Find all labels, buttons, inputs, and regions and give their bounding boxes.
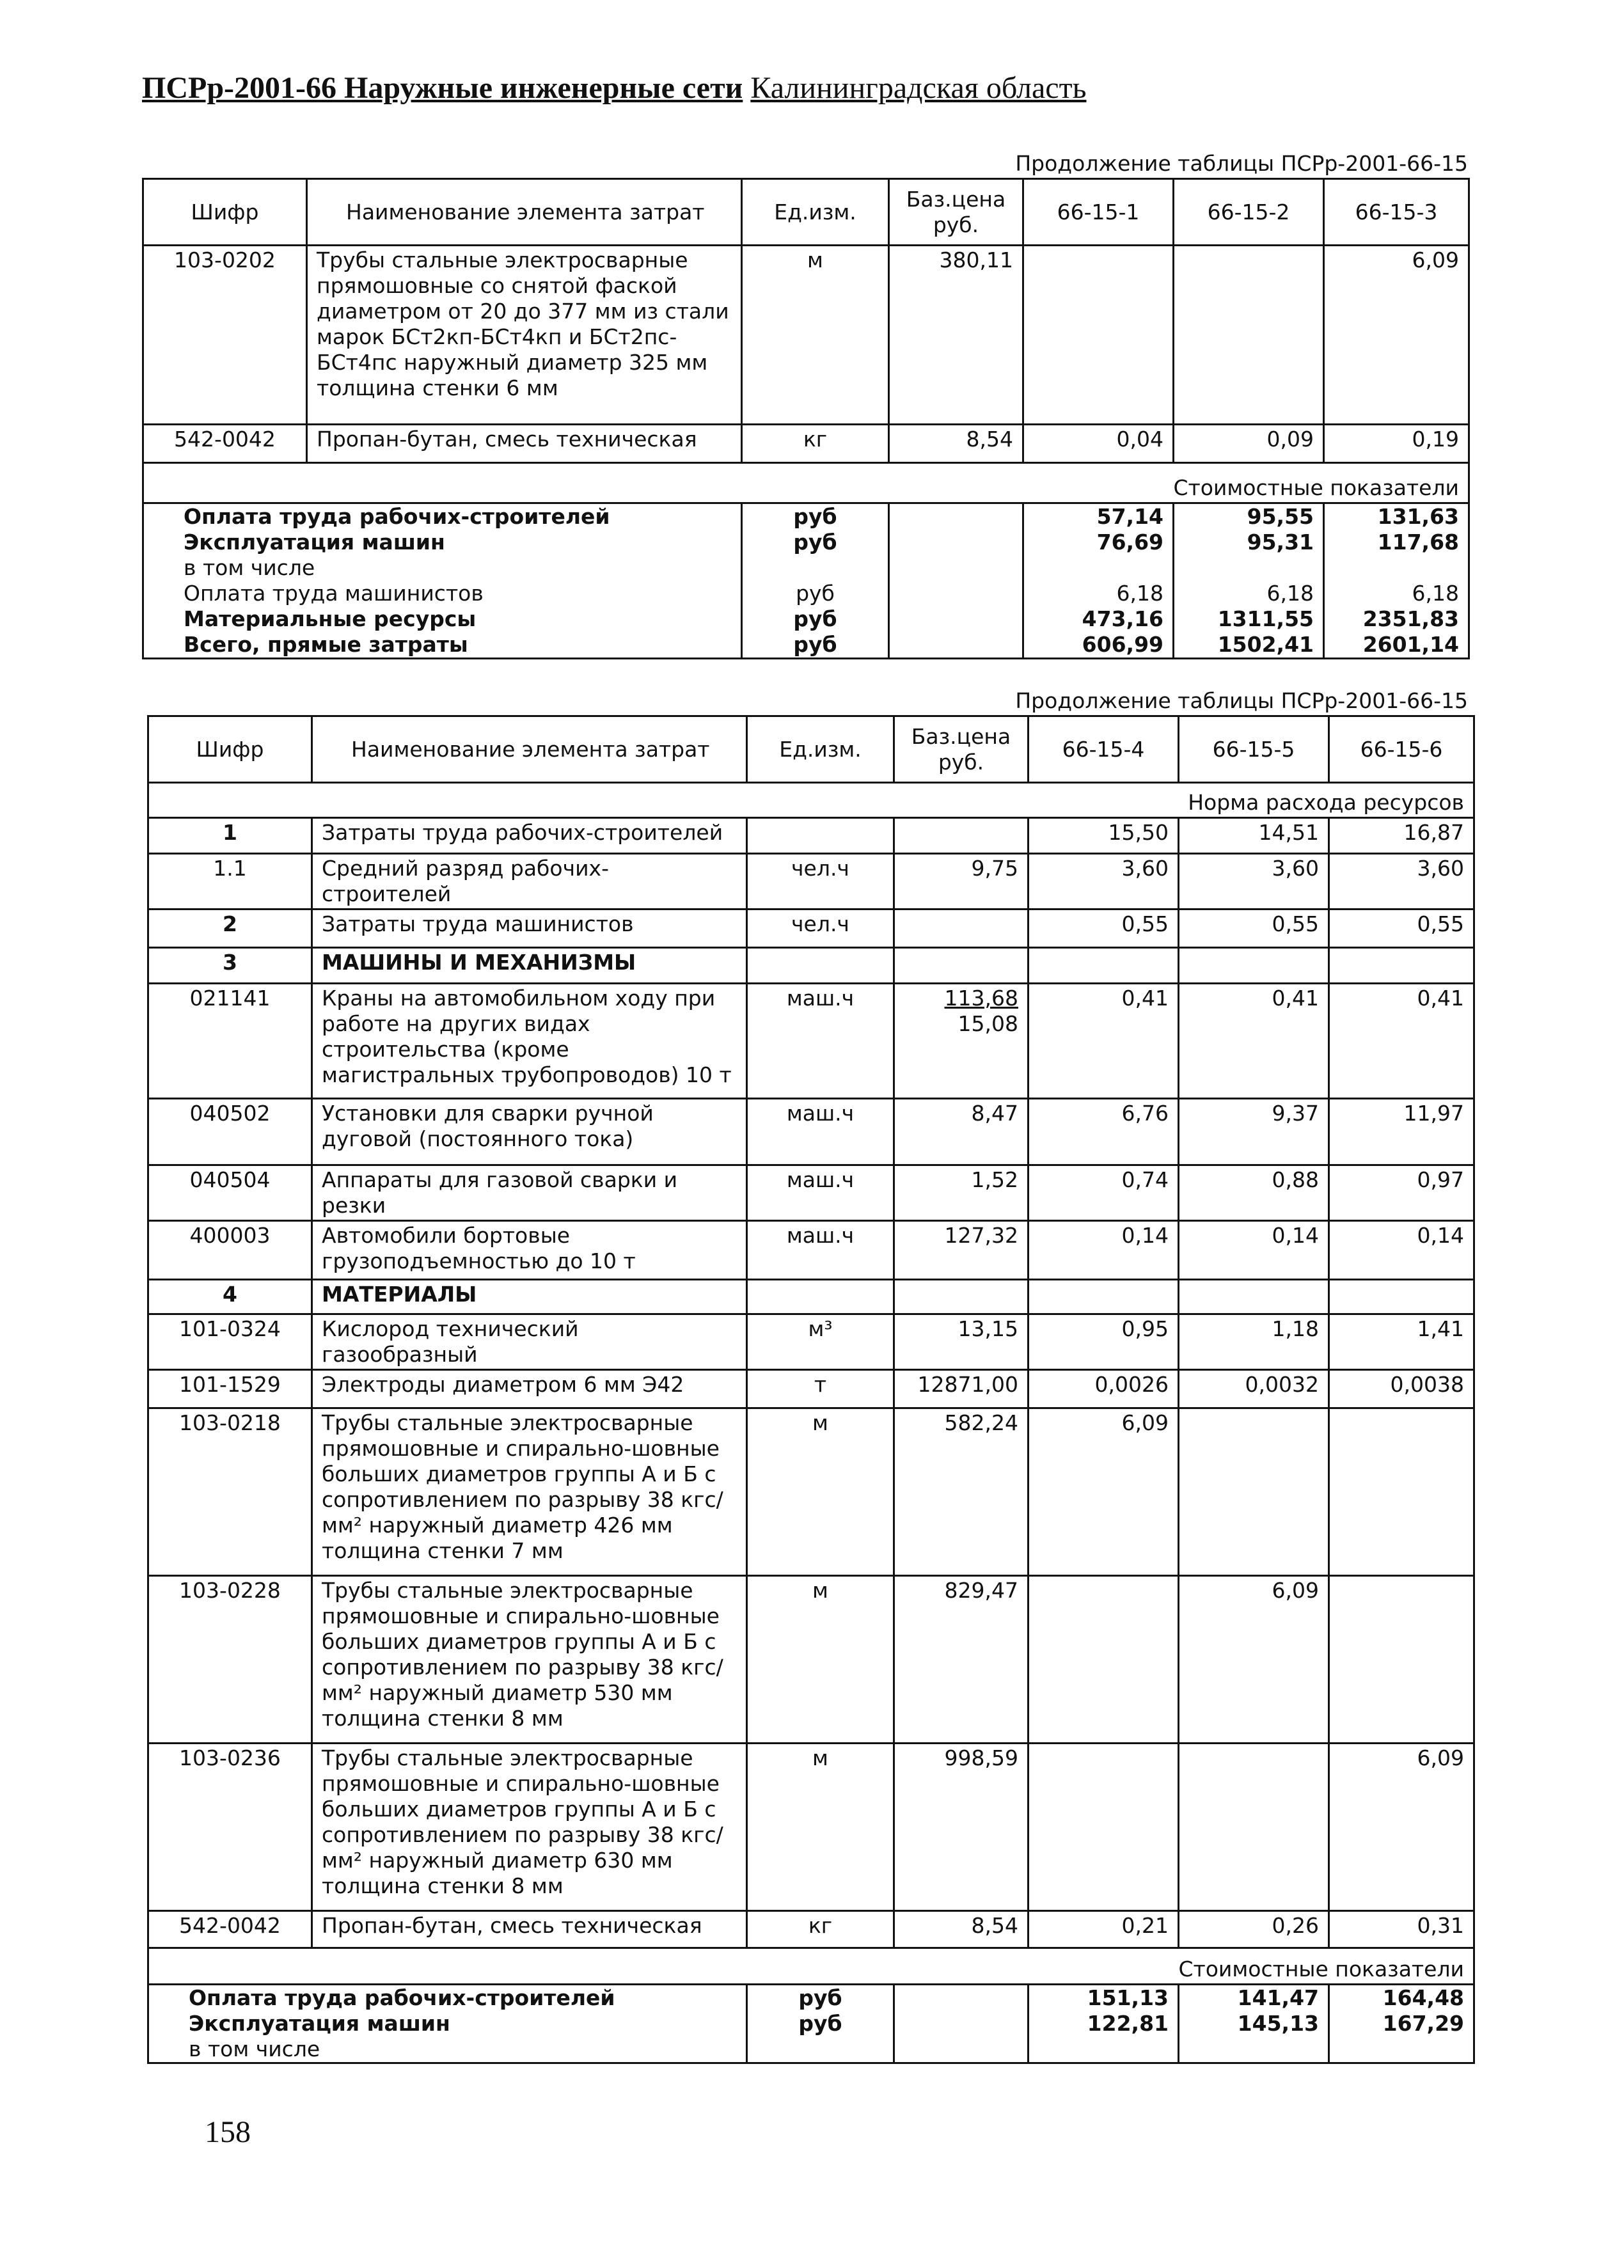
row-code: 021141 xyxy=(148,984,312,1099)
row-name: Трубы стальные электросварные прямошовные и спирально-шовные больших диаметров группы А и Б с сопротивлением по разрыву 38 кгс/мм² наружный диаметр 426 мм толщина стенки 7 мм xyxy=(312,1408,747,1576)
header-unit: Ед.изм. xyxy=(742,179,889,246)
row-value-a xyxy=(1029,1744,1179,1911)
table-row xyxy=(148,1911,1474,1948)
row-code: 1.1 xyxy=(148,854,312,910)
row-code: 400003 xyxy=(148,1221,312,1280)
row-price-value: 9,75 xyxy=(971,856,1018,881)
section-resource-norms-label: Норма расхода ресурсов xyxy=(148,783,1474,818)
row-value-c: 6,09 xyxy=(1324,246,1469,425)
cost-row xyxy=(143,503,1469,530)
table-row xyxy=(148,818,1474,854)
row-name: Аппараты для газовой сварки и резки xyxy=(312,1165,747,1221)
row-price xyxy=(894,854,1029,910)
cost-row xyxy=(148,2036,1474,2063)
row-unit: кг xyxy=(747,1911,894,1948)
row-price xyxy=(894,818,1029,854)
cost-price-empty xyxy=(889,555,1023,581)
table-row xyxy=(148,910,1474,948)
row-price-value: 998,59 xyxy=(944,1745,1018,1770)
row-value-c: 3,60 xyxy=(1329,854,1474,910)
row-name: Электроды диаметром 6 мм Э42 xyxy=(312,1370,747,1408)
row-price xyxy=(894,1099,1029,1165)
row-code: 103-0202 xyxy=(143,246,307,425)
row-price-value: 8,47 xyxy=(971,1101,1018,1126)
row-price xyxy=(889,246,1023,425)
row-name: МАТЕРИАЛЫ xyxy=(312,1280,747,1314)
section-cost-indicators-label: Стоимостные показатели xyxy=(148,1948,1474,1985)
cost-unit: руб xyxy=(742,503,889,530)
header-col-b: 66-15-2 xyxy=(1174,179,1324,246)
row-value-b: 6,09 xyxy=(1179,1576,1329,1744)
row-value-b: 0,26 xyxy=(1179,1911,1329,1948)
row-value-b xyxy=(1179,1744,1329,1911)
row-name: Трубы стальные электросварные прямошовные со снятой фаской диаметром от 20 до 377 мм из стали марок БСт2кп-БСт4кп и БСт2пс-БСт4пс наружный диаметр 325 мм толщина стенки 6 мм xyxy=(307,246,742,425)
row-value-b: 9,37 xyxy=(1179,1099,1329,1165)
row-value-c xyxy=(1329,1576,1474,1744)
header-unit: Ед.изм. xyxy=(747,716,894,783)
row-code: 101-1529 xyxy=(148,1370,312,1408)
row-unit: маш.ч xyxy=(747,1165,894,1221)
row-value-a: 0,21 xyxy=(1029,1911,1179,1948)
header-col-c: 66-15-6 xyxy=(1329,716,1474,783)
row-name: Установки для сварки ручной дуговой (постоянного тока) xyxy=(312,1099,747,1165)
row-price xyxy=(894,1408,1029,1576)
row-unit: маш.ч xyxy=(747,984,894,1099)
table-row xyxy=(148,984,1474,1099)
row-code: 040504 xyxy=(148,1165,312,1221)
table-row xyxy=(148,1099,1474,1165)
cost-unit: руб xyxy=(742,632,889,659)
section-cost-indicators-label: Стоимостные показатели xyxy=(143,463,1469,503)
cost-value-b: 1502,41 xyxy=(1174,632,1324,659)
cost-unit: руб xyxy=(747,1985,894,2012)
cost-value-a: 57,14 xyxy=(1023,503,1174,530)
row-value-b: 0,09 xyxy=(1174,425,1324,463)
cost-unit: руб xyxy=(742,530,889,555)
row-value-a: 0,14 xyxy=(1029,1221,1179,1280)
row-price xyxy=(894,1314,1029,1370)
row-value-c xyxy=(1329,1408,1474,1576)
row-unit: маш.ч xyxy=(747,1221,894,1280)
row-unit: маш.ч xyxy=(747,1099,894,1165)
cost-value-b xyxy=(1179,2036,1329,2063)
row-name: Средний разряд рабочих-строителей xyxy=(312,854,747,910)
cost-price-empty xyxy=(894,1985,1029,2012)
cost-name: в том числе xyxy=(148,2036,747,2063)
section-resource-norms xyxy=(148,783,1474,818)
row-value-c xyxy=(1329,948,1474,984)
cost-name: Эксплуатация машин xyxy=(148,2011,747,2036)
row-unit xyxy=(747,948,894,984)
table-row xyxy=(148,1408,1474,1576)
row-unit: м xyxy=(747,1576,894,1744)
row-code: 103-0218 xyxy=(148,1408,312,1576)
cost-value-a xyxy=(1023,555,1174,581)
cost-value-c xyxy=(1324,555,1469,581)
row-name: Пропан-бутан, смесь техническая xyxy=(312,1911,747,1948)
row-value-c: 16,87 xyxy=(1329,818,1474,854)
row-code: 101-0324 xyxy=(148,1314,312,1370)
row-value-b: 0,14 xyxy=(1179,1221,1329,1280)
table-row xyxy=(148,1280,1474,1314)
row-value-a xyxy=(1029,948,1179,984)
table-row xyxy=(148,854,1474,910)
table-row xyxy=(148,1221,1474,1280)
header-name: Наименование элемента затрат xyxy=(307,179,742,246)
row-price xyxy=(894,1221,1029,1280)
cost-value-c: 164,48 xyxy=(1329,1985,1474,2012)
cost-value-b: 95,55 xyxy=(1174,503,1324,530)
row-unit: м³ xyxy=(747,1314,894,1370)
section-cost-indicators xyxy=(148,1948,1474,1985)
row-value-a: 15,50 xyxy=(1029,818,1179,854)
row-code: 103-0228 xyxy=(148,1576,312,1744)
row-value-a xyxy=(1029,1280,1179,1314)
cost-unit xyxy=(742,555,889,581)
header-col-a: 66-15-1 xyxy=(1023,179,1174,246)
cost-unit xyxy=(747,2036,894,2063)
cost-value-b: 1311,55 xyxy=(1174,606,1324,632)
table-row xyxy=(143,425,1469,463)
row-price-value: 8,54 xyxy=(966,427,1013,452)
row-price-value: 829,47 xyxy=(944,1578,1018,1603)
row-code: 542-0042 xyxy=(148,1911,312,1948)
row-value-a: 6,76 xyxy=(1029,1099,1179,1165)
row-value-a: 0,55 xyxy=(1029,910,1179,948)
row-value-b: 14,51 xyxy=(1179,818,1329,854)
cost-unit: руб xyxy=(742,581,889,606)
row-value-b xyxy=(1179,1408,1329,1576)
row-value-b: 0,41 xyxy=(1179,984,1329,1099)
header-name: Наименование элемента затрат xyxy=(312,716,747,783)
row-value-b: 0,88 xyxy=(1179,1165,1329,1221)
row-price-value: 582,24 xyxy=(944,1410,1018,1435)
row-price xyxy=(894,910,1029,948)
row-price xyxy=(894,1280,1029,1314)
cost-price-empty xyxy=(889,530,1023,555)
header-price: Баз.цена руб. xyxy=(894,716,1029,783)
row-value-a: 0,04 xyxy=(1023,425,1174,463)
row-value-b: 0,55 xyxy=(1179,910,1329,948)
row-name: Пропан-бутан, смесь техническая xyxy=(307,425,742,463)
cost-price-empty xyxy=(894,2011,1029,2036)
row-value-a: 0,41 xyxy=(1029,984,1179,1099)
row-price xyxy=(894,984,1029,1099)
row-value-a: 3,60 xyxy=(1029,854,1179,910)
cost-value-a: 122,81 xyxy=(1029,2011,1179,2036)
cost-value-c: 167,29 xyxy=(1329,2011,1474,2036)
row-price xyxy=(894,1165,1029,1221)
row-name: Затраты труда машинистов xyxy=(312,910,747,948)
table2 xyxy=(147,715,1475,2064)
row-value-a xyxy=(1029,1576,1179,1744)
cost-value-c: 2601,14 xyxy=(1324,632,1469,659)
row-value-c xyxy=(1329,1280,1474,1314)
cost-value-b: 95,31 xyxy=(1174,530,1324,555)
table-row xyxy=(143,246,1469,425)
cost-value-b: 141,47 xyxy=(1179,1985,1329,2012)
row-value-b: 1,18 xyxy=(1179,1314,1329,1370)
row-unit: кг xyxy=(742,425,889,463)
header-price: Баз.цена руб. xyxy=(889,179,1023,246)
document-code: ПСРр-2001-66 Наружные инженерные сети xyxy=(142,71,743,105)
table-row xyxy=(148,1576,1474,1744)
table-row xyxy=(148,1370,1474,1408)
row-price-value: 380,11 xyxy=(939,248,1013,272)
row-price-value: 12871,00 xyxy=(917,1372,1018,1397)
cost-value-a: 606,99 xyxy=(1023,632,1174,659)
cost-value-a: 76,69 xyxy=(1023,530,1174,555)
header-code: Шифр xyxy=(148,716,312,783)
cost-value-b: 6,18 xyxy=(1174,581,1324,606)
row-unit: чел.ч xyxy=(747,854,894,910)
row-value-c: 0,31 xyxy=(1329,1911,1474,1948)
header-col-c: 66-15-3 xyxy=(1324,179,1469,246)
cost-value-b: 145,13 xyxy=(1179,2011,1329,2036)
row-price-value: 8,54 xyxy=(971,1913,1018,1938)
row-code: 103-0236 xyxy=(148,1744,312,1911)
page-header xyxy=(142,69,1086,107)
row-value-b: 3,60 xyxy=(1179,854,1329,910)
row-name: Автомобили бортовые грузоподъемностью до 10 т xyxy=(312,1221,747,1280)
row-value-c: 0,0038 xyxy=(1329,1370,1474,1408)
row-price-value: 1,52 xyxy=(971,1167,1018,1192)
row-price-value: 113,68 xyxy=(944,986,1018,1011)
row-price xyxy=(894,1370,1029,1408)
cost-value-a: 151,13 xyxy=(1029,1985,1179,2012)
cost-name: Всего, прямые затраты xyxy=(143,632,742,659)
cost-price-empty xyxy=(889,632,1023,659)
row-name: Кислород технический газообразный xyxy=(312,1314,747,1370)
row-code: 040502 xyxy=(148,1099,312,1165)
cost-price-empty xyxy=(889,606,1023,632)
row-price xyxy=(894,1576,1029,1744)
header-code: Шифр xyxy=(143,179,307,246)
header-row xyxy=(148,716,1474,783)
header-col-a: 66-15-4 xyxy=(1029,716,1179,783)
row-value-c: 0,41 xyxy=(1329,984,1474,1099)
row-value-a xyxy=(1023,246,1174,425)
row-code: 542-0042 xyxy=(143,425,307,463)
row-name: Затраты труда рабочих-строителей xyxy=(312,818,747,854)
cost-price-empty xyxy=(889,503,1023,530)
cost-value-c: 131,63 xyxy=(1324,503,1469,530)
cost-price-empty xyxy=(889,581,1023,606)
cost-row xyxy=(143,581,1469,606)
cost-value-c xyxy=(1329,2036,1474,2063)
row-value-c: 0,55 xyxy=(1329,910,1474,948)
row-price-secondary: 15,08 xyxy=(958,1011,1018,1036)
document-region: Калининградская область xyxy=(750,71,1087,105)
cost-name: Материальные ресурсы xyxy=(143,606,742,632)
row-unit: чел.ч xyxy=(747,910,894,948)
cost-value-b xyxy=(1174,555,1324,581)
row-value-a: 0,95 xyxy=(1029,1314,1179,1370)
row-code: 3 xyxy=(148,948,312,984)
row-price xyxy=(894,948,1029,984)
cost-name: Эксплуатация машин xyxy=(143,530,742,555)
cost-name: Оплата труда рабочих-строителей xyxy=(143,503,742,530)
table-row xyxy=(148,948,1474,984)
header-row xyxy=(143,179,1469,246)
row-value-a: 0,74 xyxy=(1029,1165,1179,1221)
cost-unit: руб xyxy=(747,2011,894,2036)
row-value-c: 11,97 xyxy=(1329,1099,1474,1165)
row-unit: т xyxy=(747,1370,894,1408)
row-value-b xyxy=(1179,1280,1329,1314)
cost-name: в том числе xyxy=(143,555,742,581)
cost-value-c: 2351,83 xyxy=(1324,606,1469,632)
row-unit xyxy=(747,818,894,854)
row-value-b: 0,0032 xyxy=(1179,1370,1329,1408)
cost-row xyxy=(143,632,1469,659)
cost-value-a xyxy=(1029,2036,1179,2063)
cost-row xyxy=(143,555,1469,581)
table-row xyxy=(148,1165,1474,1221)
cost-unit: руб xyxy=(742,606,889,632)
row-unit: м xyxy=(747,1744,894,1911)
row-value-c: 0,19 xyxy=(1324,425,1469,463)
cost-row xyxy=(143,606,1469,632)
section-cost-indicators xyxy=(143,463,1469,503)
cost-value-a: 6,18 xyxy=(1023,581,1174,606)
cost-value-c: 117,68 xyxy=(1324,530,1469,555)
cost-name: Оплата труда машинистов xyxy=(143,581,742,606)
row-name: МАШИНЫ И МЕХАНИЗМЫ xyxy=(312,948,747,984)
page-number: 158 xyxy=(205,2115,251,2149)
header-col-b: 66-15-5 xyxy=(1179,716,1329,783)
row-value-a: 0,0026 xyxy=(1029,1370,1179,1408)
row-code: 1 xyxy=(148,818,312,854)
cost-name: Оплата труда рабочих-строителей xyxy=(148,1985,747,2012)
row-price-value: 127,32 xyxy=(944,1223,1018,1248)
table-row xyxy=(148,1314,1474,1370)
row-code: 4 xyxy=(148,1280,312,1314)
row-value-c: 6,09 xyxy=(1329,1744,1474,1911)
table2-caption: Продолжение таблицы ПСРр-2001-66-15 xyxy=(1015,688,1468,713)
row-value-c: 0,14 xyxy=(1329,1221,1474,1280)
table-row xyxy=(148,1744,1474,1911)
cost-row xyxy=(143,530,1469,555)
row-value-c: 1,41 xyxy=(1329,1314,1474,1370)
row-price xyxy=(889,425,1023,463)
row-value-c: 0,97 xyxy=(1329,1165,1474,1221)
row-unit: м xyxy=(742,246,889,425)
row-value-a: 6,09 xyxy=(1029,1408,1179,1576)
row-value-b xyxy=(1179,948,1329,984)
cost-row xyxy=(148,2011,1474,2036)
row-name: Трубы стальные электросварные прямошовные и спирально-шовные больших диаметров группы А и Б с сопротивлением по разрыву 38 кгс/мм² наружный диаметр 530 мм толщина стенки 8 мм xyxy=(312,1576,747,1744)
row-price-value: 13,15 xyxy=(958,1316,1018,1341)
row-code: 2 xyxy=(148,910,312,948)
row-unit xyxy=(747,1280,894,1314)
row-unit: м xyxy=(747,1408,894,1576)
row-price xyxy=(894,1911,1029,1948)
cost-value-c: 6,18 xyxy=(1324,581,1469,606)
row-value-b xyxy=(1174,246,1324,425)
table1-caption: Продолжение таблицы ПСРр-2001-66-15 xyxy=(1015,151,1468,176)
row-name: Краны на автомобильном ходу при работе на других видах строительства (кроме магистральных трубопроводов) 10 т xyxy=(312,984,747,1099)
cost-value-a: 473,16 xyxy=(1023,606,1174,632)
cost-row xyxy=(148,1985,1474,2012)
cost-price-empty xyxy=(894,2036,1029,2063)
table1 xyxy=(142,178,1470,659)
row-price xyxy=(894,1744,1029,1911)
row-name: Трубы стальные электросварные прямошовные и спирально-шовные больших диаметров группы А и Б с сопротивлением по разрыву 38 кгс/мм² наружный диаметр 630 мм толщина стенки 8 мм xyxy=(312,1744,747,1911)
